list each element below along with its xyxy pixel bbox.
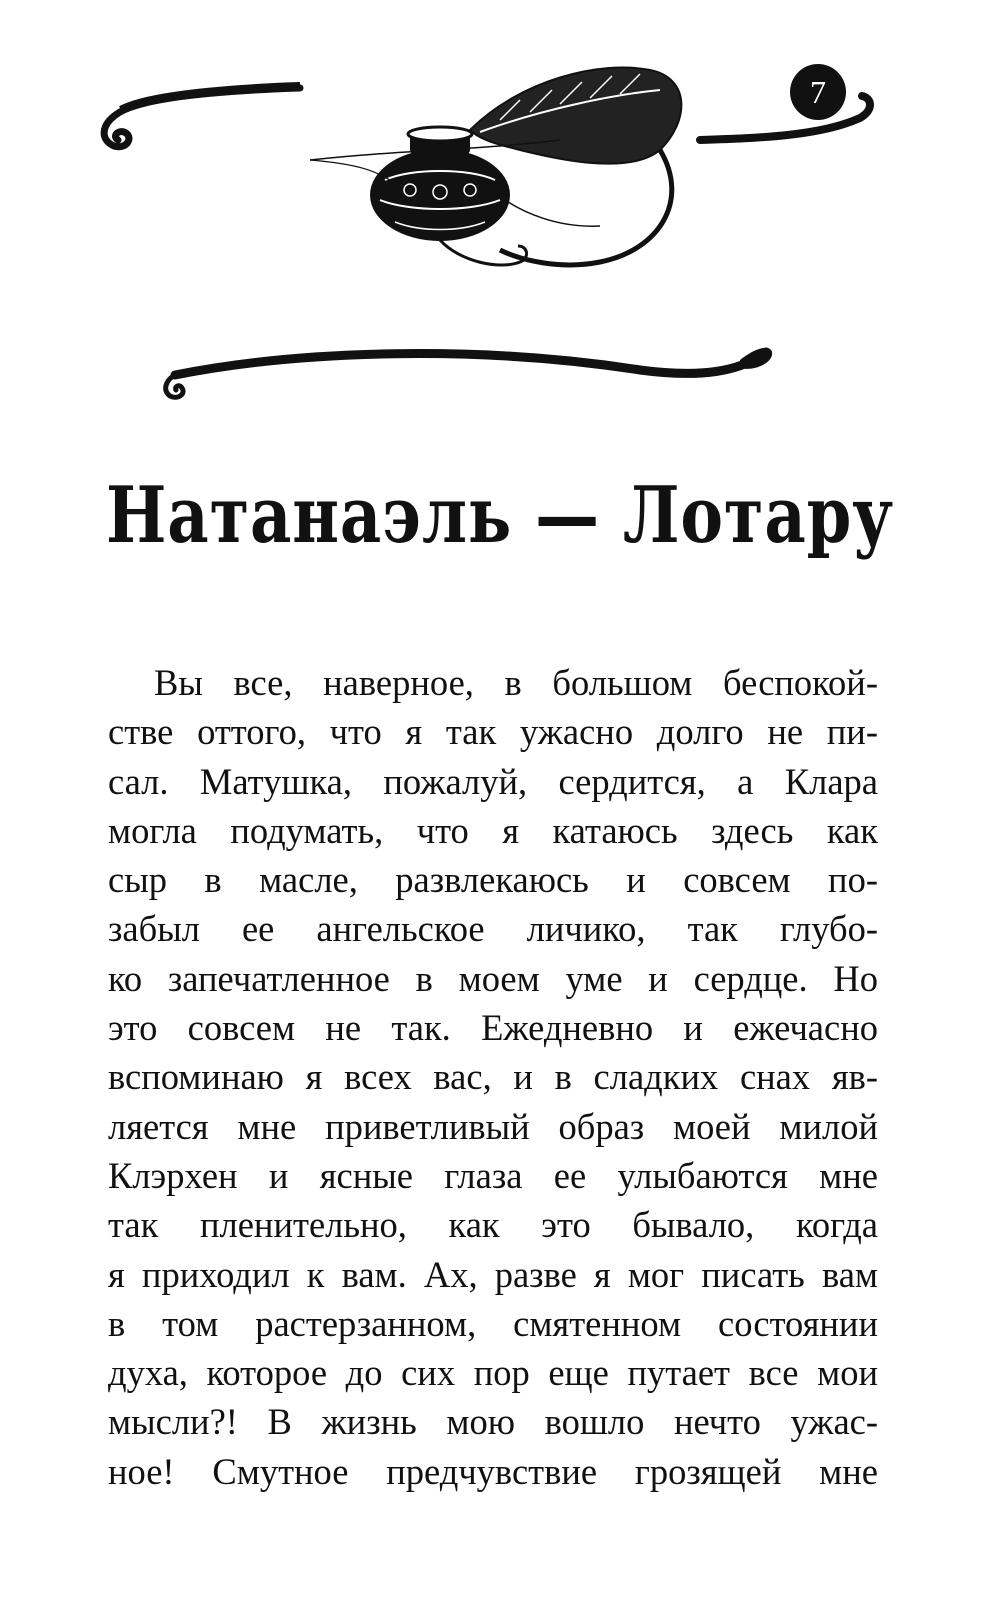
text-line: в том растерзанном, смятенном состоянии: [108, 1302, 878, 1344]
text-line: Вы все, наверное, в большом беспокой-: [154, 662, 878, 703]
quill-feather-icon: [467, 68, 682, 265]
text-line: забыл ее ангельское личико, так глубо-: [108, 908, 878, 950]
page-number-badge: 7: [790, 64, 846, 120]
text-line: я приходил к вам. Ах, разве я мог писать вам: [108, 1253, 878, 1295]
text-line: мысли?! В жизнь мою вошло нечто ужас-: [108, 1401, 878, 1443]
text-line: это совсем не так. Ежедневно и ежечасно: [108, 1007, 878, 1049]
text-line: ляется мне приветливый образ моей милой: [108, 1105, 878, 1147]
chapter-ornament: [0, 0, 1000, 440]
top-left-swash-icon: [104, 84, 300, 147]
text-line: стве оттого, что я так ужасно долго не пи-: [108, 711, 878, 753]
text-line: сал. Матушка, пожалуй, сердится, а Клара: [108, 760, 878, 802]
body-text: [108, 658, 878, 1496]
text-line: вспоминаю я всех вас, и в сладких снах яв-: [108, 1056, 878, 1098]
text-line: так пленительно, как это бывало, когда: [108, 1204, 878, 1246]
text-line: ко запечатленное в моем уме и сердце. Но: [108, 957, 878, 999]
text-line: сыр в масле, развлекаюсь и совсем по-: [108, 859, 878, 901]
text-line: могла подумать, что я катаюсь здесь как: [108, 809, 878, 851]
text-line: ное! Смутное предчувствие грозящей мне: [108, 1450, 878, 1492]
text-line: духа, которое до сих пор еще путает все мои: [108, 1352, 878, 1394]
swash-divider-icon: [166, 348, 772, 397]
chapter-title: Натанаэль — Лотару: [106, 470, 894, 561]
text-line: Клэрхен и ясные глаза ее улыбаются мне: [108, 1154, 878, 1196]
inkwell-icon: [370, 127, 510, 241]
top-right-swash-icon: [700, 96, 870, 140]
